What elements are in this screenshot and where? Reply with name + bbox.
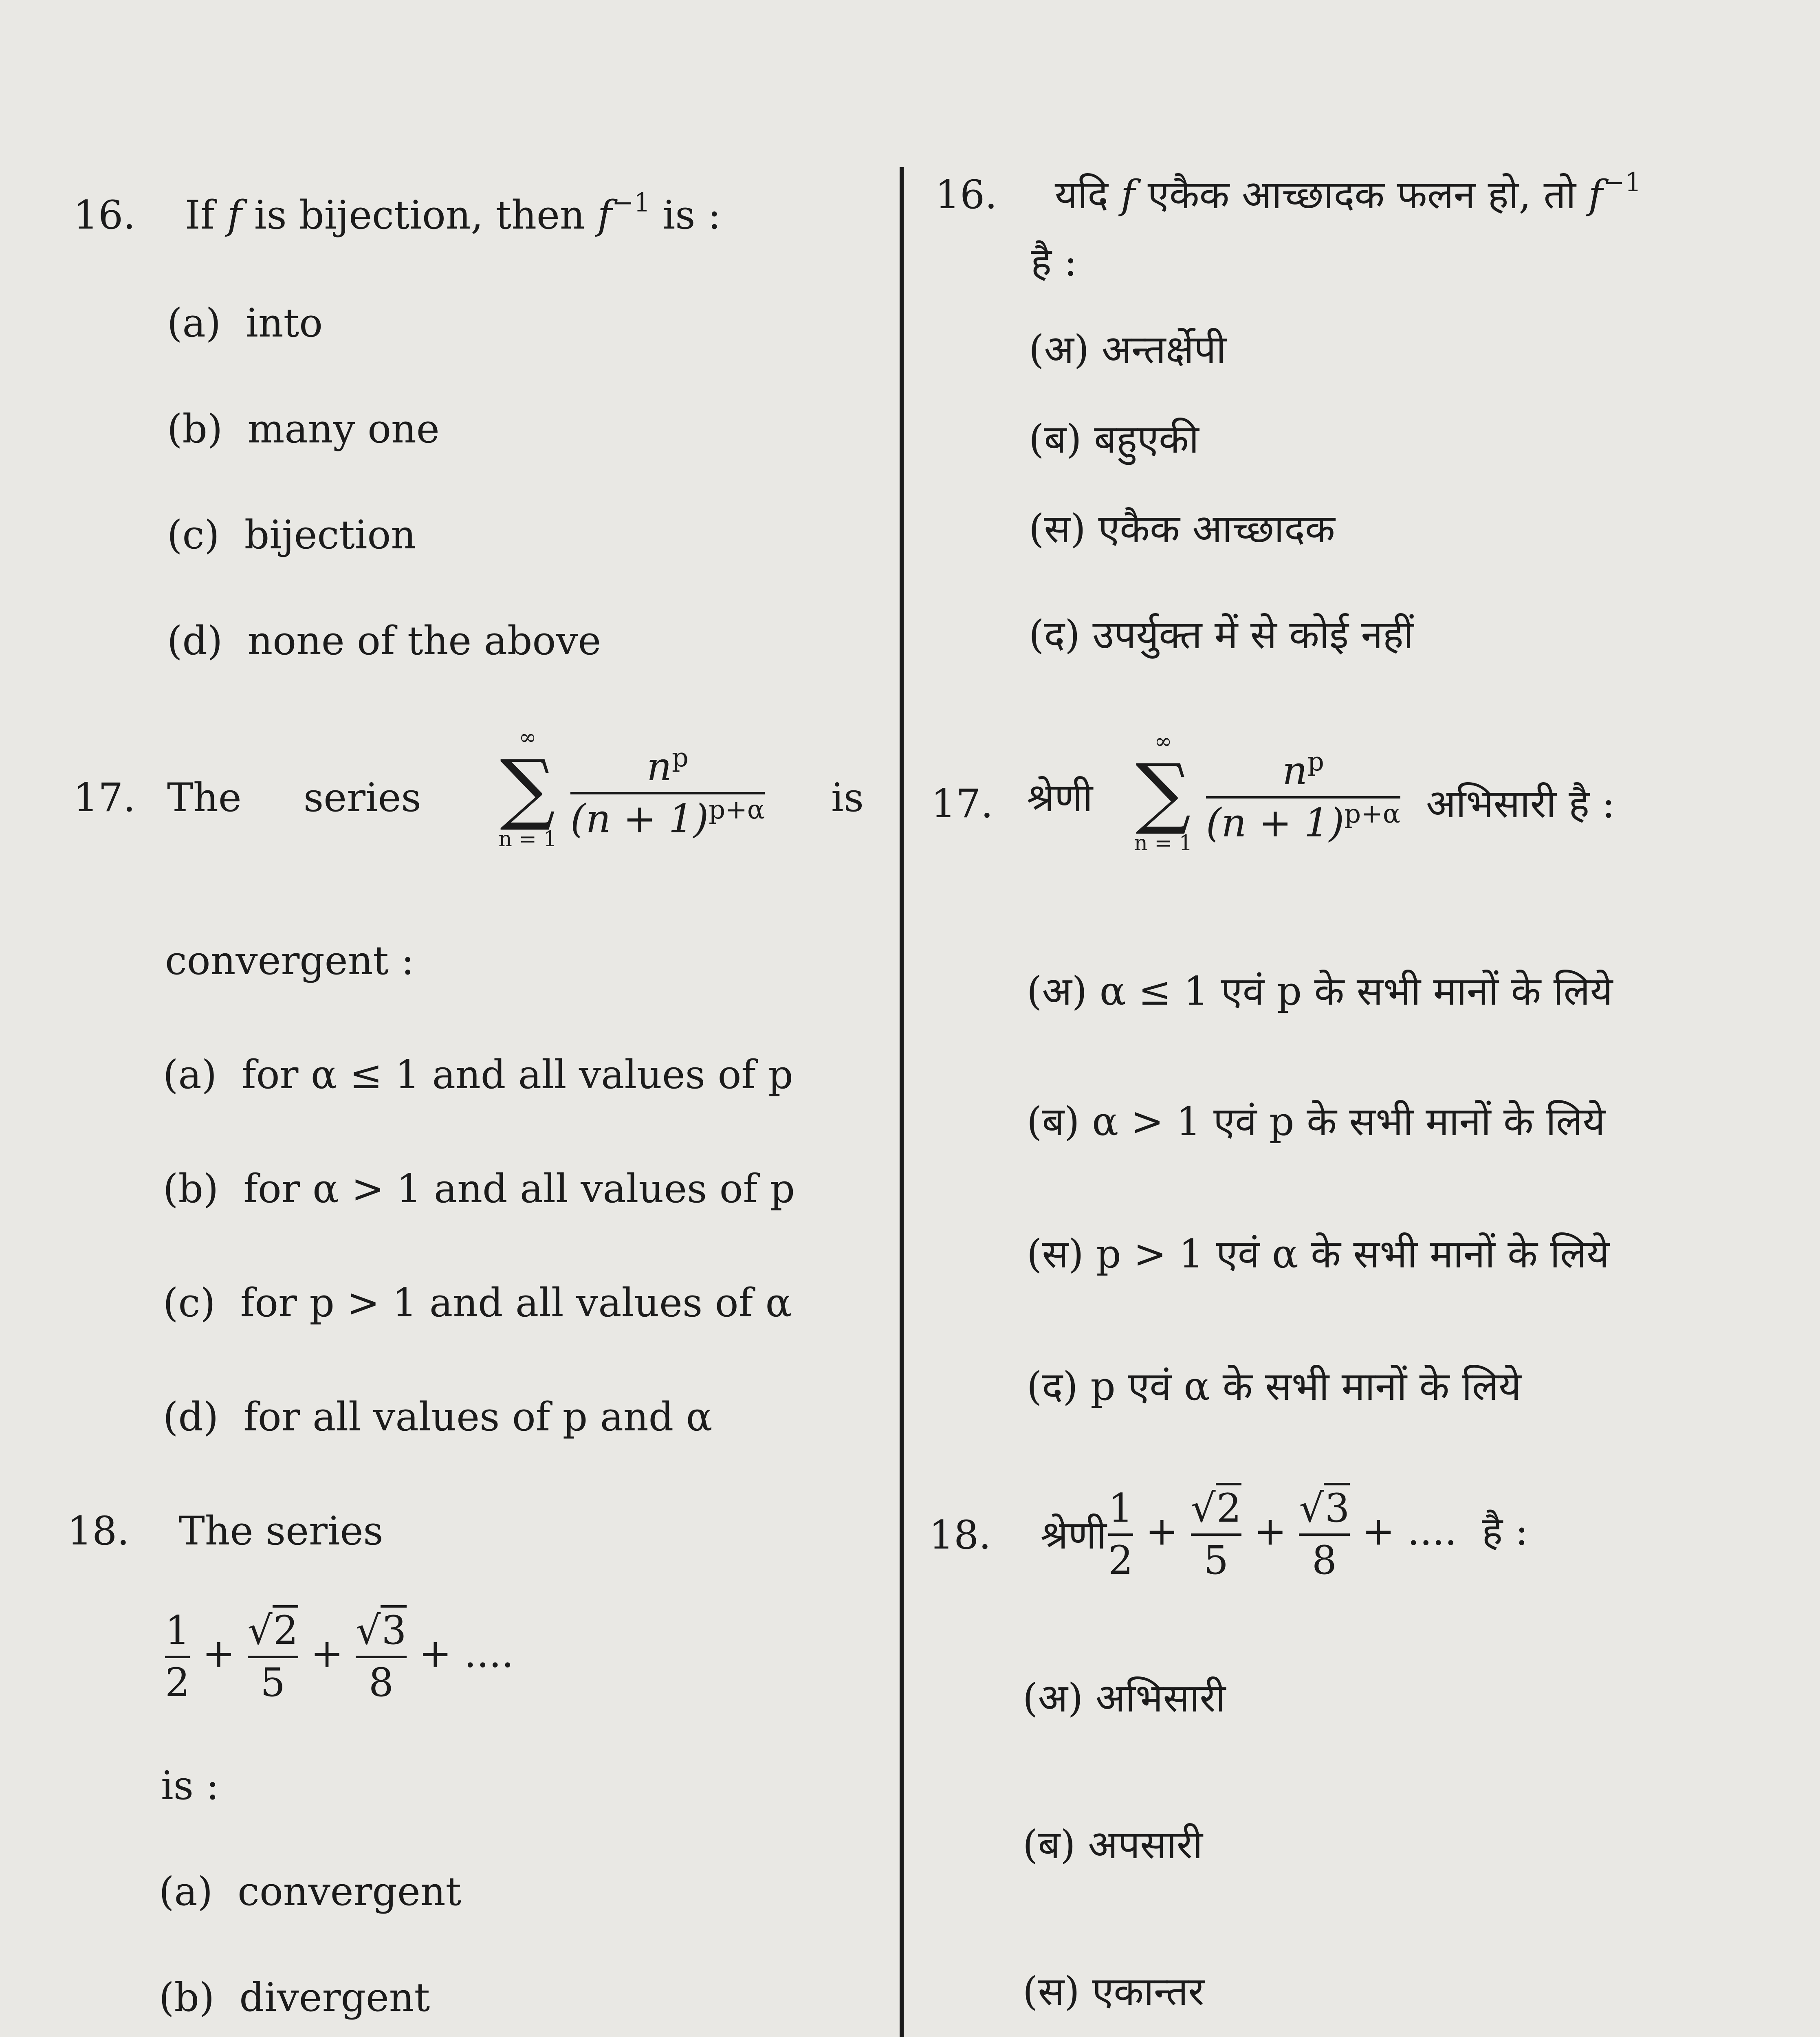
q18-hi-series: 1 2 + √2 5 + √3 8 + .... है : [1108, 1487, 1528, 1582]
q17-hi-option-a[interactable]: (अ) α ≤ 1 एवं p के सभी मानों के लिये [1027, 968, 1613, 1014]
q16-en-option-b[interactable]: (b) many one [167, 406, 440, 452]
sigma-symbol: ∑ [1136, 747, 1191, 837]
q16-hi-stem: 16. यदि f एकैक आच्छादक फलन हो, तो $f^{-1}$ [935, 167, 1642, 218]
sum-lower-limit: n = 1 [1134, 831, 1193, 856]
q16-hi-option-b[interactable]: (ब) बहुएकी [1029, 416, 1199, 462]
q16-en-option-c[interactable]: (c) bijection [167, 512, 416, 558]
q17-en-continuation: convergent : [165, 938, 414, 983]
q16-en-stem: 16. If f is bijection, then $f^{-1}$ is : [73, 188, 721, 238]
q18-hi-option-c[interactable]: (स) एकान्तर [1023, 1969, 1204, 2014]
q18-hi-option-b[interactable]: (ब) अपसारी [1023, 1822, 1203, 1868]
q18-en-stem: 18. The series [67, 1508, 383, 1554]
q17-en-option-d[interactable]: (d) for all values of p and α [163, 1394, 713, 1440]
q17-en-word-the: The [167, 775, 242, 821]
q16-hi-option-a[interactable]: (अ) अन्तर्क्षेपी [1029, 327, 1226, 372]
q18-en-option-a[interactable]: (a) convergent [159, 1869, 462, 1914]
q16-hi-option-c[interactable]: (स) एकैक आच्छादक [1029, 506, 1335, 552]
q16-en-number: 16. [73, 192, 136, 238]
q17-hi-fraction: $n^p$ $(n + 1)^{p+\alpha}$ [1206, 747, 1401, 846]
q16-en-option-d[interactable]: (d) none of the above [167, 618, 601, 664]
q16-en-option-a[interactable]: (a) into [167, 300, 323, 346]
q18-hi-number: 18. [929, 1512, 991, 1558]
sum-upper-limit: ∞ [1154, 729, 1172, 754]
q17-en-word-series: series [304, 775, 421, 821]
q17-en-fraction: $n^p$ $(n + 1)^{p+\alpha}$ [570, 743, 765, 842]
sum-lower-limit: n = 1 [498, 827, 557, 851]
q16-hi-number: 16. [935, 172, 997, 218]
q17-hi-option-b[interactable]: (ब) α > 1 एवं p के सभी मानों के लिये [1027, 1099, 1605, 1144]
q17-hi-option-d[interactable]: (द) p एवं α के सभी मानों के लिये [1027, 1364, 1521, 1409]
sigma-symbol: ∑ [500, 743, 555, 833]
q17-en-option-c[interactable]: (c) for p > 1 and all values of α [163, 1280, 792, 1326]
sum-upper-limit: ∞ [519, 725, 537, 750]
q17-hi-tail: अभिसारी है : [1426, 781, 1615, 827]
q17-en-number: 17. [73, 775, 136, 821]
q17-hi-option-c[interactable]: (स) p > 1 एवं α के सभी मानों के लिये [1027, 1231, 1609, 1277]
q18-hi-stem: 18. श्रेणी [929, 1512, 1107, 1558]
q17-hi-number: 17. [931, 781, 993, 827]
q18-en-is: is : [161, 1763, 219, 1808]
q17-hi-summation [1129, 729, 1198, 856]
q17-hi-word-series: श्रेणी [1027, 775, 1093, 821]
column-divider [900, 167, 904, 2037]
q18-en-option-b[interactable]: (b) divergent [159, 1975, 430, 2020]
q17-en-option-a[interactable]: (a) for α ≤ 1 and all values of p [163, 1052, 793, 1098]
q18-en-number: 18. [67, 1508, 130, 1554]
q16-hi-option-d[interactable]: (द) उपर्युक्त में से कोई नहीं [1029, 612, 1414, 658]
q17-en-summation [493, 725, 562, 851]
q17-en-option-b[interactable]: (b) for α > 1 and all values of p [163, 1166, 795, 1212]
q17-en-word-is: is [831, 775, 864, 821]
q18-en-series: 1 2 + √2 5 + √3 8 + .... [165, 1609, 514, 1704]
q18-hi-option-a[interactable]: (अ) अभिसारी [1023, 1675, 1226, 1721]
q16-hi-stem-end: है : [1031, 239, 1077, 285]
